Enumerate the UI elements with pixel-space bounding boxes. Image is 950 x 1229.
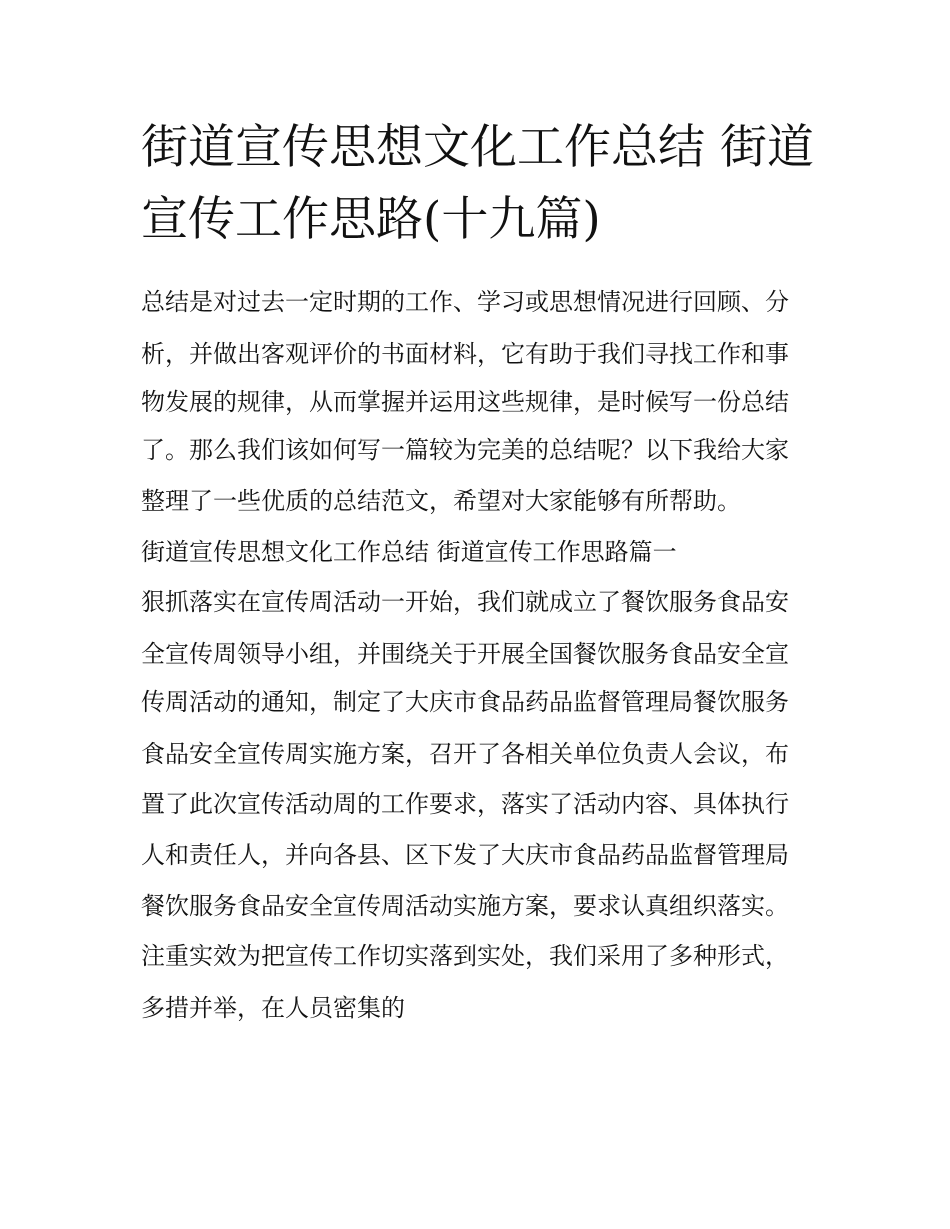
body-line: 食品安全宣传周实施方案，召开了各相关单位负责人会议，布	[141, 740, 789, 768]
body-line: 注重实效为把宣传工作切实落到实处，我们采用了多种形式，	[141, 942, 789, 970]
body-line: 餐饮服务食品安全宣传周活动实施方案，要求认真组织落实。	[141, 892, 789, 920]
body-line: 全宣传周领导小组，并围绕关于开展全国餐饮服务食品安全宣	[141, 640, 789, 668]
body-line: 多措并举，在人员密集的	[141, 994, 405, 1022]
intro-line: 析，并做出客观评价的书面材料，它有助于我们寻找工作和事	[141, 340, 789, 368]
document-title: 街道宣传思想文化工作总结 街道宣传工作思路(十九篇)	[141, 120, 814, 247]
body-line: 狠抓落实在宣传周活动一开始，我们就成立了餐饮服务食品安	[141, 588, 789, 616]
section-heading: 街道宣传思想文化工作总结 街道宣传工作思路篇一	[141, 538, 677, 566]
intro-line: 整理了一些优质的总结范文，希望对大家能够有所帮助。	[141, 487, 741, 515]
body-line: 传周活动的通知，制定了大庆市食品药品监督管理局餐饮服务	[141, 688, 789, 716]
intro-line: 物发展的规律，从而掌握并运用这些规律，是时候写一份总结	[141, 388, 789, 416]
body-line: 人和责任人，并向各县、区下发了大庆市食品药品监督管理局	[141, 841, 789, 869]
intro-line: 总结是对过去一定时期的工作、学习或思想情况进行回顾、分	[141, 288, 789, 316]
body-line: 置了此次宣传活动周的工作要求，落实了活动内容、具体执行	[141, 790, 789, 818]
intro-line: 了。那么我们该如何写一篇较为完美的总结呢？以下我给大家	[141, 436, 789, 464]
